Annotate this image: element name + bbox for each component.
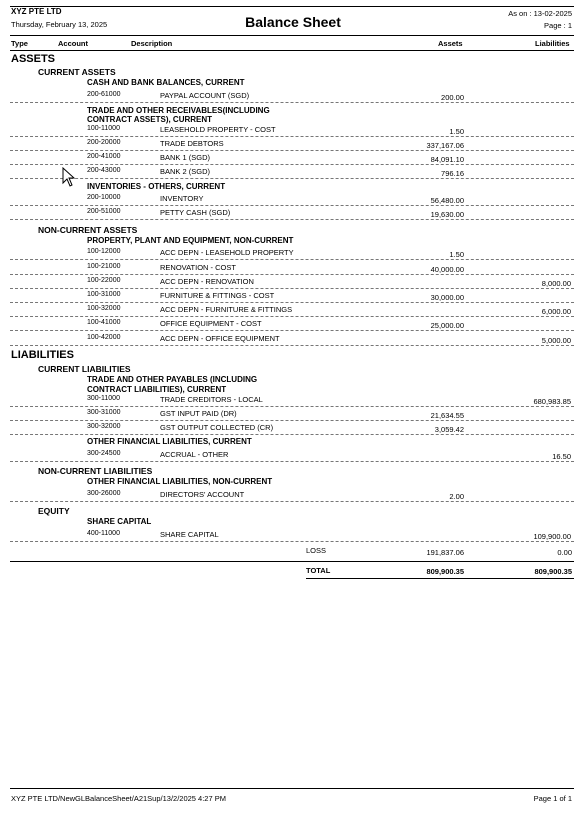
account-description: TRADE CREDITORS - LOCAL [160,395,263,404]
account-description: SHARE CAPITAL [160,530,219,539]
assets-value: 19,630.00 [430,210,464,219]
liabilities-value: 8,000.00 [541,279,571,288]
assets-value: 796.16 [441,169,464,178]
group-cash: CASH AND BANK BALANCES, CURRENT [87,78,245,87]
mouse-pointer-icon [62,167,76,187]
total-top-rule [10,561,574,562]
account-code: 200-43000 [87,167,121,174]
account-description: ACCRUAL - OTHER [160,450,229,459]
liabilities-value: 5,000.00 [541,336,571,345]
total-assets: 809,900.35 [426,567,464,576]
account-code: 200-51000 [87,208,121,215]
account-code: 300-31000 [87,409,121,416]
account-description: BANK 1 (SGD) [160,153,211,162]
account-description: PAYPAL ACCOUNT (SGD) [160,91,250,100]
table-row [10,408,574,421]
account-description: OFFICE EQUIPMENT - COST [160,319,262,328]
col-account: Account [58,39,88,48]
total-label: TOTAL [306,566,331,575]
group-trade-receivables-line2: CONTRACT ASSETS), CURRENT [87,115,213,124]
account-description: ACC DEPN - LEASEHOLD PROPERTY [160,248,294,257]
account-description: ACC DEPN - RENOVATION [160,277,254,286]
footer-page-count: Page 1 of 1 [533,794,572,803]
table-row [10,193,574,206]
table-row [10,422,574,435]
table-row [10,304,574,317]
account-description: TRADE DEBTORS [160,139,224,148]
account-code: 300-26000 [87,490,121,497]
table-row [10,290,574,303]
table-row [10,207,574,220]
group-trade-receivables-line1: TRADE AND OTHER RECEIVABLES(INCLUDING [87,106,270,115]
subsection-noncurrent-assets: NON-CURRENT ASSETS [38,225,138,235]
loss-label: LOSS [306,546,327,555]
table-row [10,489,574,502]
account-code: 100-11000 [87,125,120,132]
assets-value: 3,059.42 [434,425,464,434]
subsection-equity: EQUITY [38,506,70,516]
assets-value: 25,000.00 [430,321,464,330]
table-row [10,247,574,260]
group-other-financial-noncurrent: OTHER FINANCIAL LIABILITIES, NON-CURRENT [87,477,273,486]
company-name: XYZ PTE LTD [11,7,62,16]
table-row [10,152,574,165]
table-row [10,318,574,331]
as-on-date: As on : 13-02-2025 [508,9,572,18]
account-code: 100-31000 [87,291,121,298]
subsection-current-assets: CURRENT ASSETS [38,67,116,77]
subsection-current-liabilities: CURRENT LIABILITIES [38,364,131,374]
table-row [10,124,574,137]
account-code: 400-11000 [87,530,120,537]
account-description: BANK 2 (SGD) [160,167,211,176]
account-code: 200-41000 [87,153,121,160]
assets-value: 84,091.10 [430,155,464,164]
table-row [10,90,574,103]
account-code: 300-11000 [87,395,120,402]
assets-value: 337,167.06 [426,141,464,150]
table-row [10,262,574,275]
group-inventories: INVENTORIES - OTHERS, CURRENT [87,182,226,191]
footer-report-path: XYZ PTE LTD/NewGLBalanceSheet/A21Sup/13/2/2025 4:27 PM [11,794,226,803]
assets-value: 1.50 [449,127,464,136]
table-row [10,333,574,346]
section-assets: ASSETS [11,53,56,65]
header-rule [10,35,574,36]
footer-rule [10,788,574,789]
group-payables-line1: TRADE AND OTHER PAYABLES (INCLUDING [87,375,258,384]
account-description: DIRECTORS' ACCOUNT [160,490,245,499]
account-description: RENOVATION - COST [160,263,236,272]
account-code: 100-21000 [87,263,121,270]
account-code: 100-41000 [87,319,121,326]
liabilities-value: 109,900.00 [533,532,571,541]
liabilities-value: 6,000.00 [541,307,571,316]
page-number: Page : 1 [544,21,572,30]
report-date: Thursday, February 13, 2025 [11,20,108,29]
col-type: Type [11,39,28,48]
assets-value: 21,634.55 [430,411,464,420]
account-description: ACC DEPN - FURNITURE & FITTINGS [160,305,293,314]
table-row [10,276,574,289]
account-description: GST OUTPUT COLLECTED (CR) [160,423,274,432]
group-other-financial-current: OTHER FINANCIAL LIABILITIES, CURRENT [87,437,252,446]
table-row [10,138,574,151]
loss-assets: 191,837.06 [426,548,464,557]
account-code: 200-20000 [87,139,121,146]
section-liabilities: LIABILITIES [11,349,74,361]
report-title: Balance Sheet [245,14,341,30]
col-description: Description [131,39,173,48]
account-description: INVENTORY [160,194,204,203]
account-code: 100-12000 [87,248,121,255]
column-rule [10,50,574,51]
account-code: 100-42000 [87,334,121,341]
assets-value: 2.00 [449,492,464,501]
account-description: FURNITURE & FITTINGS - COST [160,291,275,300]
group-ppe: PROPERTY, PLANT AND EQUIPMENT, NON-CURRENT [87,236,294,245]
assets-value: 30,000.00 [430,293,464,302]
col-liabilities: Liabilities [535,39,570,48]
account-code: 300-32000 [87,423,121,430]
account-code: 100-22000 [87,277,121,284]
account-code: 200-10000 [87,194,121,201]
account-description: PETTY CASH (SGD) [160,208,231,217]
loss-liabilities: 0.00 [557,548,572,557]
assets-value: 1.50 [449,250,464,259]
table-row [10,449,574,462]
account-code: 200-61000 [87,91,121,98]
table-row [10,394,574,407]
total-bottom-rule [306,578,574,579]
subsection-noncurrent-liabilities: NON-CURRENT LIABILITIES [38,466,153,476]
group-share-capital: SHARE CAPITAL [87,517,152,526]
account-code: 300-24500 [87,450,121,457]
liabilities-value: 680,983.85 [533,397,571,406]
account-description: GST INPUT PAID (DR) [160,409,237,418]
header-top-rule [10,6,574,7]
account-code: 100-32000 [87,305,121,312]
table-row [10,166,574,179]
assets-value: 40,000.00 [430,265,464,274]
assets-value: 200.00 [441,93,464,102]
col-assets: Assets [438,39,463,48]
table-row [10,529,574,542]
group-payables-line2: CONTRACT LIABILITIES), CURRENT [87,385,227,394]
account-description: LEASEHOLD PROPERTY - COST [160,125,276,134]
assets-value: 56,480.00 [430,196,464,205]
account-description: ACC DEPN - OFFICE EQUIPMENT [160,334,280,343]
total-liabilities: 809,900.35 [534,567,572,576]
liabilities-value: 16.50 [552,452,571,461]
